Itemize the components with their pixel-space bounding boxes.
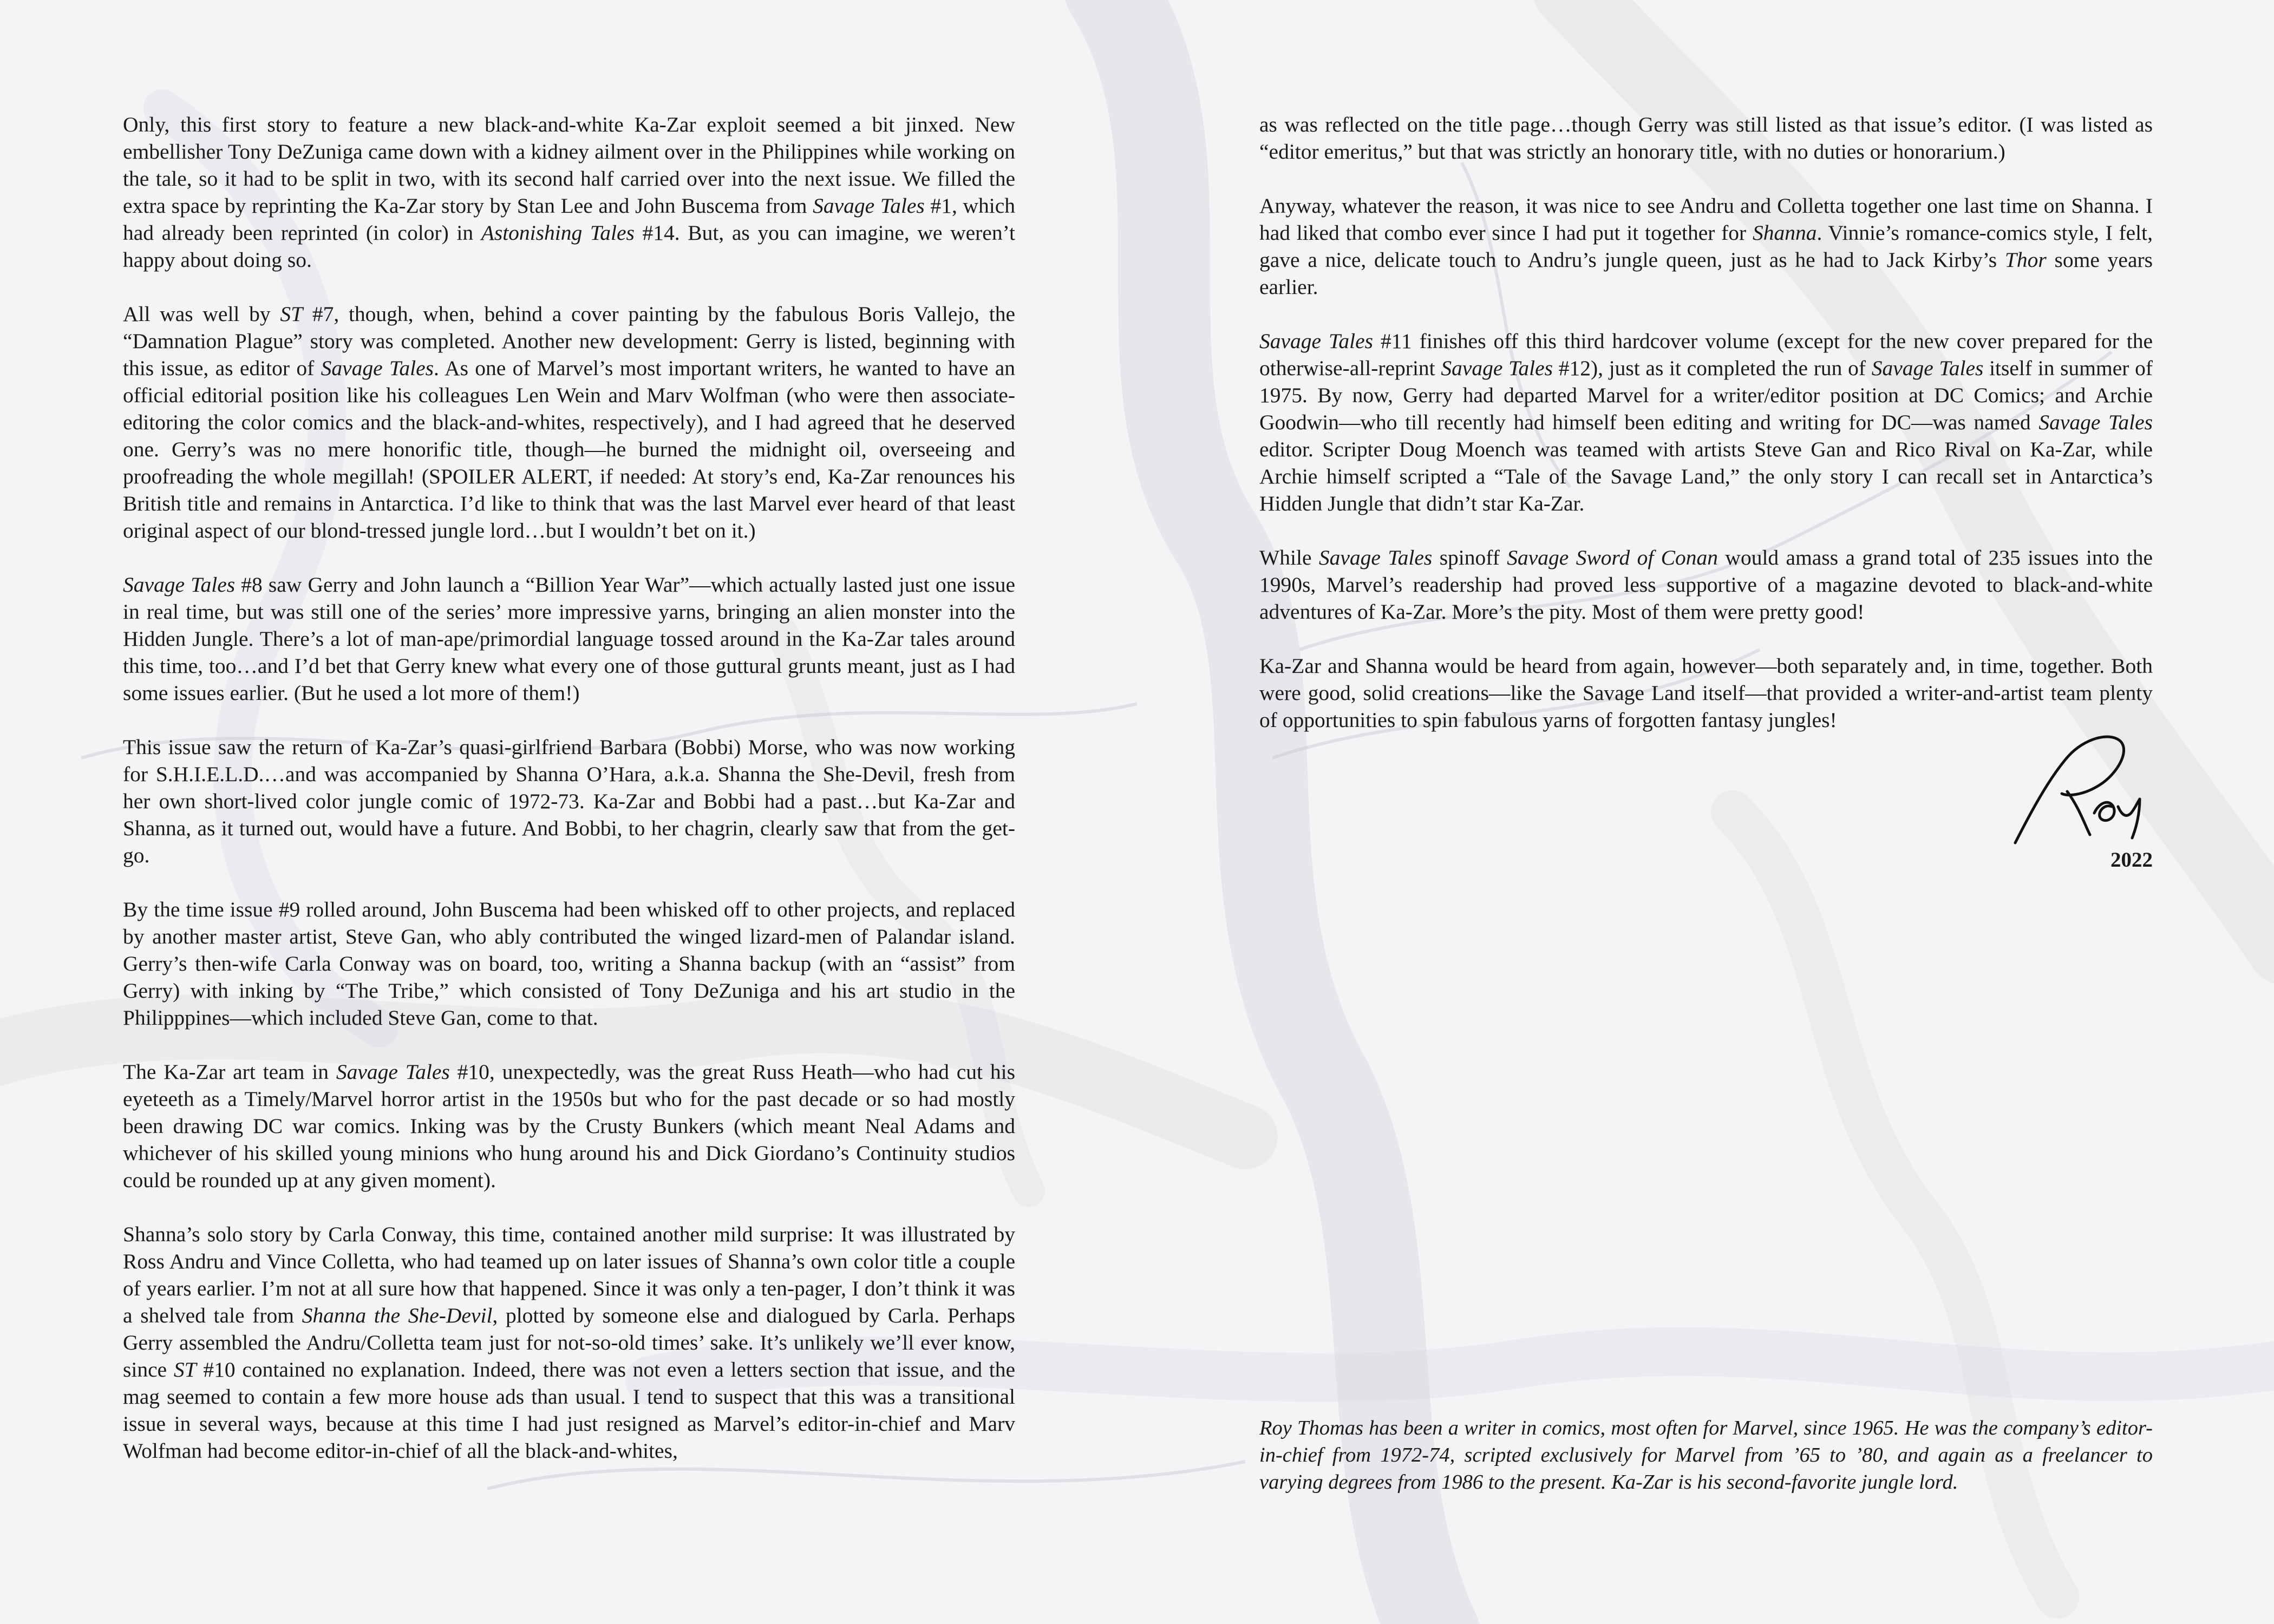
- paragraph: Savage Tales #11 finishes off this third hardcover volume (except for the new cover prepared for the otherwise-all-reprint Savage Tales #12), just as it completed the run of Savage Tales itself in summer of 1975. By now, Gerry had departed Marvel for a writer/editor position at DC Comics; and Archie Goodwin—who till recently had himself been editing and writing for DC—was named Savage Tales editor. Scripter Doug Moench was teamed with artists Steve Gan and Rico Rival on Ka-Zar, while Archie himself scripted a “Tale of the Savage Land,” the only story I can recall set in Antarctica’s Hidden Jungle that didn’t star Ka-Zar.: [1259, 329, 2153, 515]
- right-text-column: [1259, 111, 2153, 734]
- paragraph: By the time issue #9 rolled around, John Buscema had been whisked off to other projects, and replaced by another master artist, Steve Gan, who ably contributed the winged lizard-men of Palandar island. Gerry’s then-wife Carla Conway was on board, too, writing a Shanna backup (with an “assist” from Gerry) with inking by “The Tribe,” which consisted of Tony DeZuniga and his art studio in the Philipppines—which included Steve Gan, come to that.: [123, 898, 1015, 1030]
- paragraph: While Savage Tales spinoff Savage Sword of Conan would amass a grand total of 235 issues into the 1990s, Marvel’s readership had proved less supportive of a magazine devoted to black-and-white adventures of Ka-Zar. More’s the pity. Most of them were pretty good!: [1259, 546, 2153, 624]
- signature-block: [2003, 732, 2153, 878]
- paragraph: The Ka-Zar art team in Savage Tales #10, unexpectedly, was the great Russ Heath—who had cut his eyeteeth as a Timely/Marvel horror artist in the 1950s but who for the past decade or so had mostly been drawing DC war comics. Inking was by the Crusty Bunkers (which meant Neal Adams and whichever of his skilled young minions who hung around his and Dick Giordano’s Continuity studios could be rounded up at any given moment).: [123, 1060, 1015, 1192]
- paragraph: All was well by ST #7, though, when, behind a cover painting by the fabulous Boris Vallejo, the “Damnation Plague” story was completed. Another new development: Gerry is listed, beginning with this issue, as editor of Savage Tales. As one of Marvel’s most important writers, he wanted to have an official editorial position like his colleagues Len Wein and Marv Wolfman (who were then associate-editoring the color comics and the black-and-whites, respectively), and I had agreed that he deserved one. Gerry’s was no mere honorific title, though—he burned the midnight oil, overseeing and proofreading the whole megillah! (SPOILER ALERT, if needed: At story’s end, Ka-Zar renounces his British title and remains in Antarctica. I’d like to think that was the last Marvel ever heard of that least original aspect of our blond-tressed jungle lord…but I wouldn’t bet on it.): [123, 302, 1015, 542]
- paragraph: Only, this first story to feature a new black-and-white Ka-Zar exploit seemed a bit jinxed. New embellisher Tony DeZuniga came down with a kidney ailment over in the Philippines while working on the tale, so it had to be split in two, with its second half carried over into the next issue. We filled the extra space by reprinting the Ka-Zar story by Stan Lee and John Buscema from Savage Tales #1, which had already been reprinted (in color) in Astonishing Tales #14. But, as you can imagine, we weren’t happy about doing so.: [123, 113, 1015, 272]
- signature-roy: [2003, 732, 2153, 846]
- signature-year: 2022: [2110, 848, 2153, 872]
- paragraph: Anyway, whatever the reason, it was nice to see Andru and Colletta together one last time on Shanna. I had liked that combo ever since I had put it together for Shanna. Vinnie’s romance-comics style, I felt, gave a nice, delicate touch to Andru’s jungle queen, just as he had to Jack Kirby’s Thor some years earlier.: [1259, 194, 2153, 299]
- author-bio: Roy Thomas has been a writer in comics, most often for Marvel, since 1965. He was the company’s editor-in-chief from 1972-74, scripted exclusively for Marvel from ’65 to ’80, and again as a freelancer to varying degrees from 1986 to the present. Ka-Zar is his second-favorite jungle lord.: [1259, 1417, 2153, 1494]
- paragraph: Savage Tales #8 saw Gerry and John launch a “Billion Year War”—which actually lasted just one issue in real time, but was still one of the series’ more impressive yarns, bringing an alien monster into the Hidden Jungle. There’s a lot of man-ape/primordial language tossed around in the Ka-Zar tales around this time, too…and I’d bet that Gerry knew what every one of those guttural grunts meant, just as I had some issues earlier. (But he used a lot more of them!): [123, 573, 1015, 705]
- paragraph: as was reflected on the title page…though Gerry was still listed as that issue’s editor. (I was listed as “editor emeritus,” but that was strictly an honorary title, with no duties or honorarium.): [1259, 113, 2153, 163]
- paragraph: Ka-Zar and Shanna would be heard from again, however—both separately and, in time, together. Both were good, solid creations—like the Savage Land itself—that provided a writer-and-artist team plenty of opportunities to spin fabulous yarns of forgotten fantasy jungles!: [1259, 654, 2153, 732]
- paragraph: Shanna’s solo story by Carla Conway, this time, contained another mild surprise: It was illustrated by Ross Andru and Vince Colletta, who had teamed up on later issues of Shanna’s own color title a couple of years earlier. I’m not at all sure how that happened. Since it was only a ten-pager, I don’t think it was a shelved tale from Shanna the She-Devil, plotted by someone else and dialogued by Carla. Perhaps Gerry assembled the Andru/Colletta team just for not-so-old times’ sake. It’s unlikely we’ll ever know, since ST #10 contained no explanation. Indeed, there was not even a letters section that issue, and the mag seemed to contain a few more house ads than usual. I tend to suspect that this was a transitional issue in several ways, because at this time I had just resigned as Marvel’s editor-in-chief and Marv Wolfman had become editor-in-chief of all the black-and-whites,: [123, 1222, 1015, 1463]
- paragraph: This issue saw the return of Ka-Zar’s quasi-girlfriend Barbara (Bobbi) Morse, who was now working for S.H.I.E.L.D.…and was accompanied by Shanna O’Hara, a.k.a. Shanna the She-Devil, fresh from her own short-lived color jungle comic of 1972-73. Ka-Zar and Bobbi had a past…but Ka-Zar and Shanna, as it turned out, would have a future. And Bobbi, to her chagrin, clearly saw that from the get-go.: [123, 735, 1015, 867]
- left-text-column: [123, 111, 1015, 1464]
